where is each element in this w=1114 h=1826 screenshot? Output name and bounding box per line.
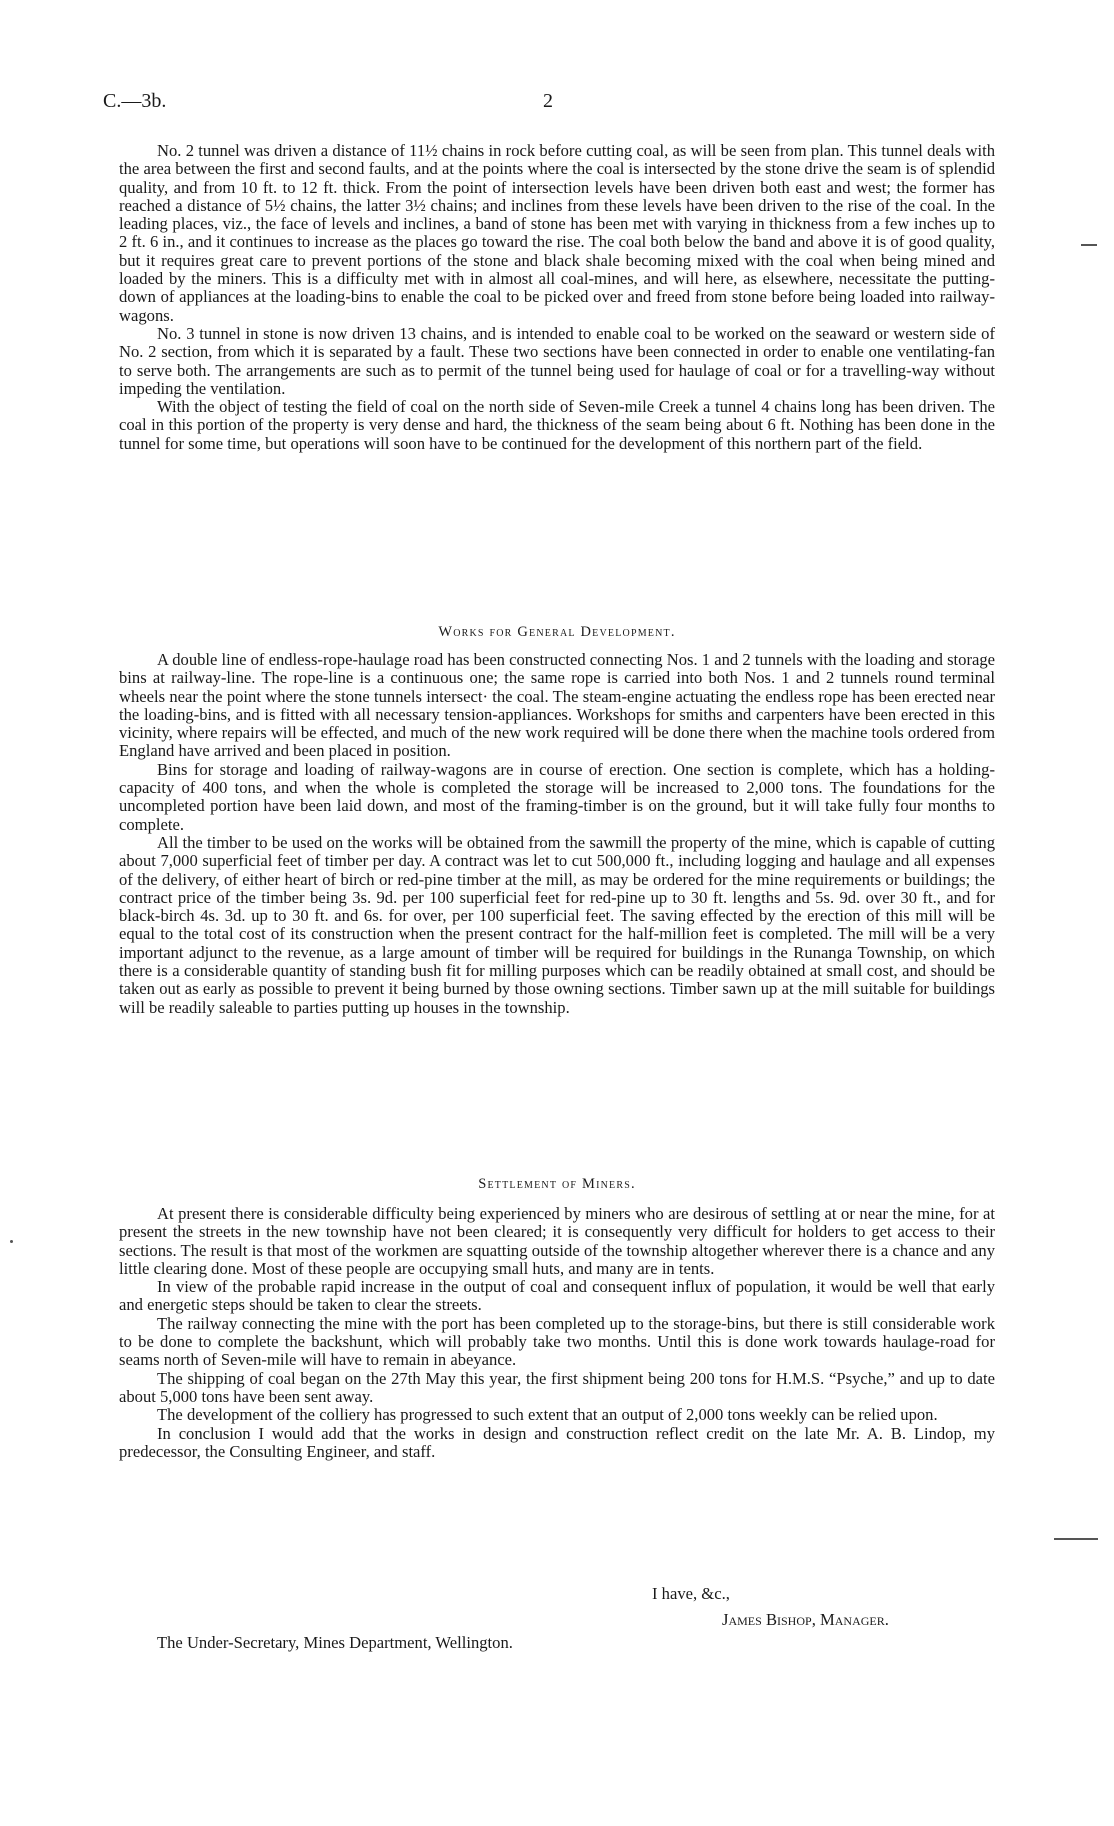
paragraph-conclusion: In conclusion I would add that the works in design and construction reflect credit on the late Mr. A. B. Lindop, my predecessor, the Consulting Engineer, and staff. xyxy=(119,1423,995,1461)
page-header xyxy=(103,90,998,114)
paragraph-timber: All the timber to be used on the works will be obtained from the sawmill the property of the mine, which is capable of cutting about 7,000 superficial feet of timber per day. A contract was let to cut 500,000 ft., including logging and haulage and all expenses of the delivery, of either heart of birch or red-pine timber at the mill, as may be ordered for the mine requirements or buildings; the contract price of the timber being 3s. 9d. per 100 superficial feet for red-pine up to 30 ft. lengths and 5s. 9d. over 30 ft., and for black-birch 4s. 3d. up to 30 ft. and 6s. for over, per 100 superficial feet. The saving effected by the erection of this mill will be equal to the total cost of its construction when the present contract for the half-million feet is completed. The mill will be a very important adjunct to the revenue, as a large amount of timber will be required for buildings in the Runanga Township, on which there is a considerable quantity of standing bush fit for milling purposes which can be readily obtained at small cost, and should be taken out as early as possible to prevent it being burned by those owning sections. Timber sawn up at the mill suitable for buildings will be readily saleable to parties putting up houses in the township. xyxy=(119,832,995,1017)
paragraph-railway: The railway connecting the mine with the port has been completed up to the storage-bins, but there is still considerable work to be done to complete the backshunt, which will probably take two months. Until this is done work towards haulage-road for seams north of Seven-mile will have to remain in abeyance. xyxy=(119,1313,995,1370)
margin-mark xyxy=(1081,244,1097,246)
addressee: The Under-Secretary, Mines Department, Wellington. xyxy=(157,1633,513,1652)
paragraph-north-tunnel: With the object of testing the field of coal on the north side of Seven-mile Creek a tunnel 4 chains long has been driven. The coal in this portion of the property is very dense and hard, the thickness of the seam being about 6 ft. Nothing has been done in the tunnel for some time, but operations will soon have to be continued for the development of this northern part of the field. xyxy=(119,397,995,453)
section-heading-works: Works for General Development. xyxy=(438,624,676,640)
paragraph-haulage: A double line of endless-rope-haulage road has been constructed connecting Nos. 1 and 2 tunnels with the loading and storage bins at railway-line. The rope-line is a continuous one; the same rope is carried into both Nos. 1 and 2 tunnels round terminal wheels near the point where the stone tunnels intersect· the coal. The steam-engine actuating the endless rope has been erected near the loading-bins, and is fitted with all necessary tension-appliances. Workshops for smiths and carpenters have been erected in this vicinity, where repairs will be effected, and much of the new work required will be done there when the machine tools ordered from England have arrived and been placed in position. xyxy=(119,650,995,761)
page-number: 2 xyxy=(543,90,553,112)
document-reference: C.—3b. xyxy=(103,90,167,112)
settlement-section xyxy=(119,1205,995,1461)
paragraph-output: The development of the colliery has progressed to such extent that an output of 2,000 tons weekly can be relied upon. xyxy=(157,1405,938,1425)
paragraph-no3-tunnel: No. 3 tunnel in stone is now driven 13 chains, and is intended to enable coal to be worked on the seaward or western side of No. 2 section, from which it is separated by a fault. These two sections have been connected in order to enable one ventilating-fan to serve both. The arrangements are such as to permit of the tunnel being used for haulage of coal or for a travelling-way without impeding the ventilation. xyxy=(119,323,995,398)
margin-dot xyxy=(10,1240,13,1243)
paragraph-population: In view of the probable rapid increase in the output of coal and consequent influx of population, it would be well that early and energetic steps should be taken to clear the streets. xyxy=(119,1277,995,1315)
paragraph-shipping: The shipping of coal began on the 27th May this year, the first shipment being 200 tons for H.M.S. “Psyche,” and up to date about 5,000 tons have been sent away. xyxy=(119,1368,995,1406)
closing-greeting: I have, &c., xyxy=(652,1584,730,1603)
section-heading-settlement: Settlement of Miners. xyxy=(478,1176,636,1192)
tunnels-section xyxy=(119,142,995,453)
margin-mark xyxy=(1054,1538,1098,1540)
paragraph-no2-tunnel: No. 2 tunnel was driven a distance of 11½ chains in rock before cutting coal, as will be seen from plan. This tunnel deals with the area between the first and second faults, and at the points where the coal is intersected by the stone drive the seam is of splendid quality, and from 10 ft. to 12 ft. thick. From the point of intersection levels have been driven both east and west; the former has reached a distance of 5½ chains, the latter 3½ chains; and inclines from these levels have been driven to the rise of the coal. In the leading places, viz., the face of levels and inclines, a band of stone has been met with varying in thickness from a few inches up to 2 ft. 6 in., and it continues to increase as the places go toward the rise. The coal both below the band and above it is of good quality, but it requires great care to prevent portions of the stone and black shale becoming mixed with the coal when being mined and loaded by the miners. This is a difficulty met with in almost all coal-mines, and will here, as elsewhere, necessitate the putting-down of appliances at the loading-bins to enable the coal to be picked over and freed from stone before being loaded into railway-wagons. xyxy=(119,141,995,325)
works-section xyxy=(119,651,995,1017)
paragraph-settling: At present there is considerable difficulty being experienced by miners who are desirous of settling at or near the mine, for at present the streets in the new township have not been cleared; it is consequently very difficult for holders to get access to their sections. The result is that most of the workmen are squatting outside of the township altogether wherever there is a chance and any little clearing done. Most of these people are occupying small huts, and many are in tents. xyxy=(119,1204,995,1278)
signature: James Bishop, Manager. xyxy=(722,1610,889,1629)
paragraph-bins: Bins for storage and loading of railway-wagons are in course of erection. One section is complete, which has a holding-capacity of 400 tons, and when the whole is completed the storage will be increased to 2,000 tons. The foundations for the uncompleted portion have been laid down, and most of the framing-timber is on the ground, but it will take fully four months to complete. xyxy=(119,759,995,834)
